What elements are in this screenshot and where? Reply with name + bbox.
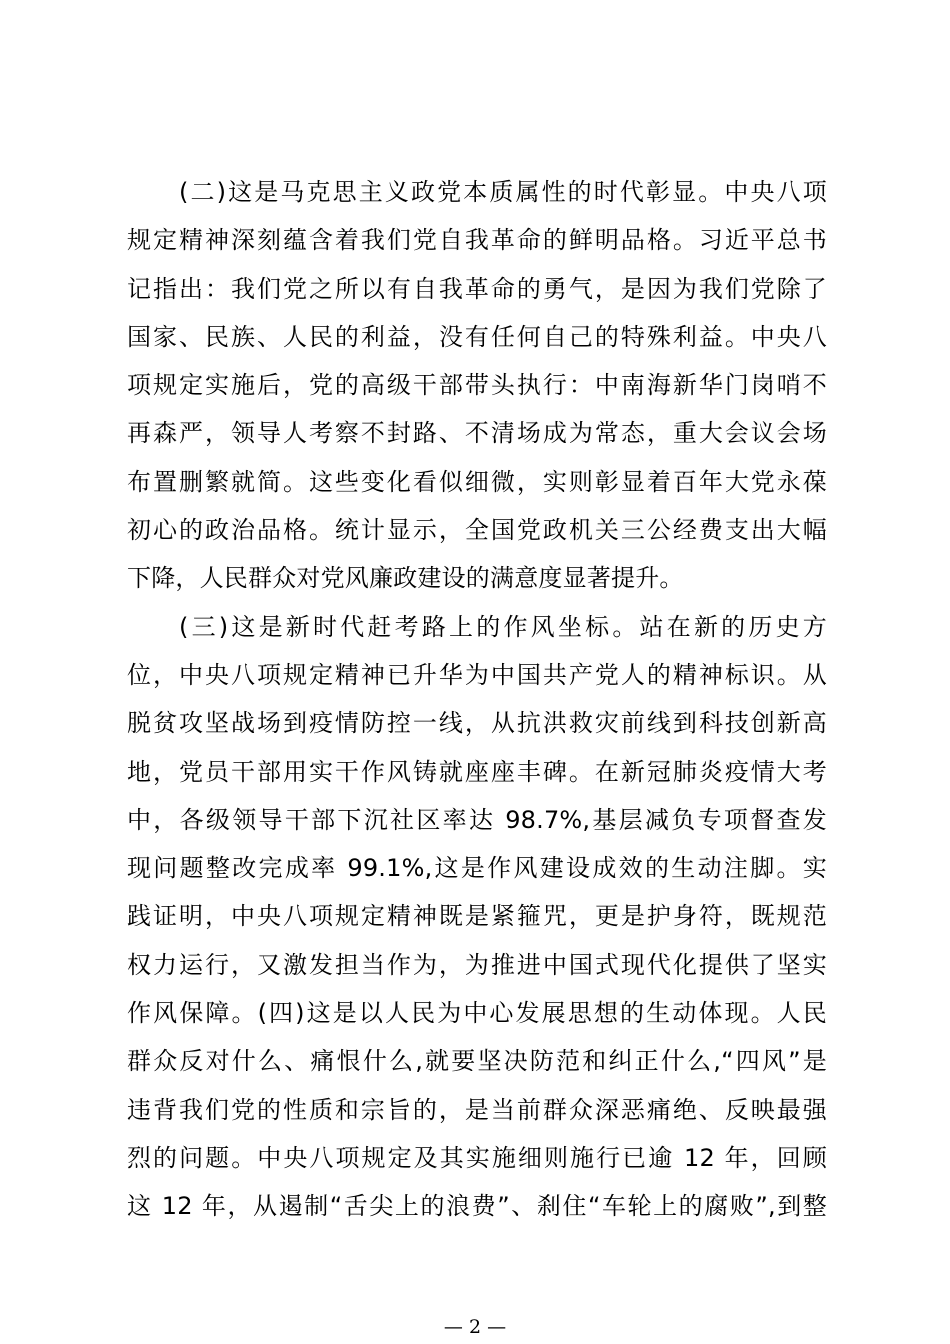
text-line: 这 12 年，从遏制“舌尖上的浪费”、刹住“车轮上的腐败”,到整 — [127, 1192, 827, 1221]
text-line: 下降，人民群众对党风廉政建设的满意度显著提升。 — [127, 564, 684, 593]
text-line: 项规定实施后，党的高级干部带头执行：中南海新华门岗哨不 — [127, 371, 827, 400]
text-line: 权力运行，又激发担当作为，为推进中国式现代化提供了坚实 — [127, 950, 827, 979]
text-line: 作风保障。(四)这是以人民为中心发展思想的生动体现。人民 — [127, 999, 827, 1028]
text-line: 脱贫攻坚战场到疫情防控一线，从抗洪救灾前线到科技创新高 — [127, 709, 827, 738]
text-line: 记指出：我们党之所以有自我革命的勇气，是因为我们党除了 — [127, 274, 827, 303]
text-line: 中，各级领导干部下沉社区率达 98.7%,基层减负专项督查发 — [127, 805, 827, 834]
text-line: 规定精神深刻蕴含着我们党自我革命的鲜明品格。习近平总书 — [127, 226, 827, 255]
body-text — [127, 168, 827, 1231]
text-line: 布置删繁就简。这些变化看似细微，实则彰显着百年大党永葆 — [127, 467, 827, 496]
text-line: 国家、民族、人民的利益，没有任何自己的特殊利益。中央八 — [127, 322, 827, 351]
text-line: 位，中央八项规定精神已升华为中国共产党人的精神标识。从 — [127, 660, 827, 689]
text-line: 现问题整改完成率 99.1%,这是作风建设成效的生动注脚。实 — [127, 854, 827, 883]
text-line: 违背我们党的性质和宗旨的，是当前群众深恶痛绝、反映最强 — [127, 1095, 827, 1124]
text-line: 烈的问题。中央八项规定及其实施细则施行已逾 12 年，回顾 — [127, 1143, 827, 1172]
text-line: 践证明，中央八项规定精神既是紧箍咒，更是护身符，既规范 — [127, 902, 827, 931]
text-line: (二)这是马克思主义政党本质属性的时代彰显。中央八项 — [179, 178, 827, 206]
page-number: — 2 — — [443, 1316, 507, 1338]
text-line: (三)这是新时代赶考路上的作风坐标。站在新的历史方 — [179, 612, 827, 641]
text-line: 初心的政治品格。统计显示，全国党政机关三公经费支出大幅 — [127, 516, 827, 545]
text-line: 群众反对什么、痛恨什么,就要坚决防范和纠正什么,“四风”是 — [127, 1047, 827, 1076]
text-line: 再森严，领导人考察不封路、不清场成为常态，重大会议会场 — [127, 419, 827, 448]
text-line: 地，党员干部用实干作风铸就座座丰碑。在新冠肺炎疫情大考 — [127, 757, 827, 786]
